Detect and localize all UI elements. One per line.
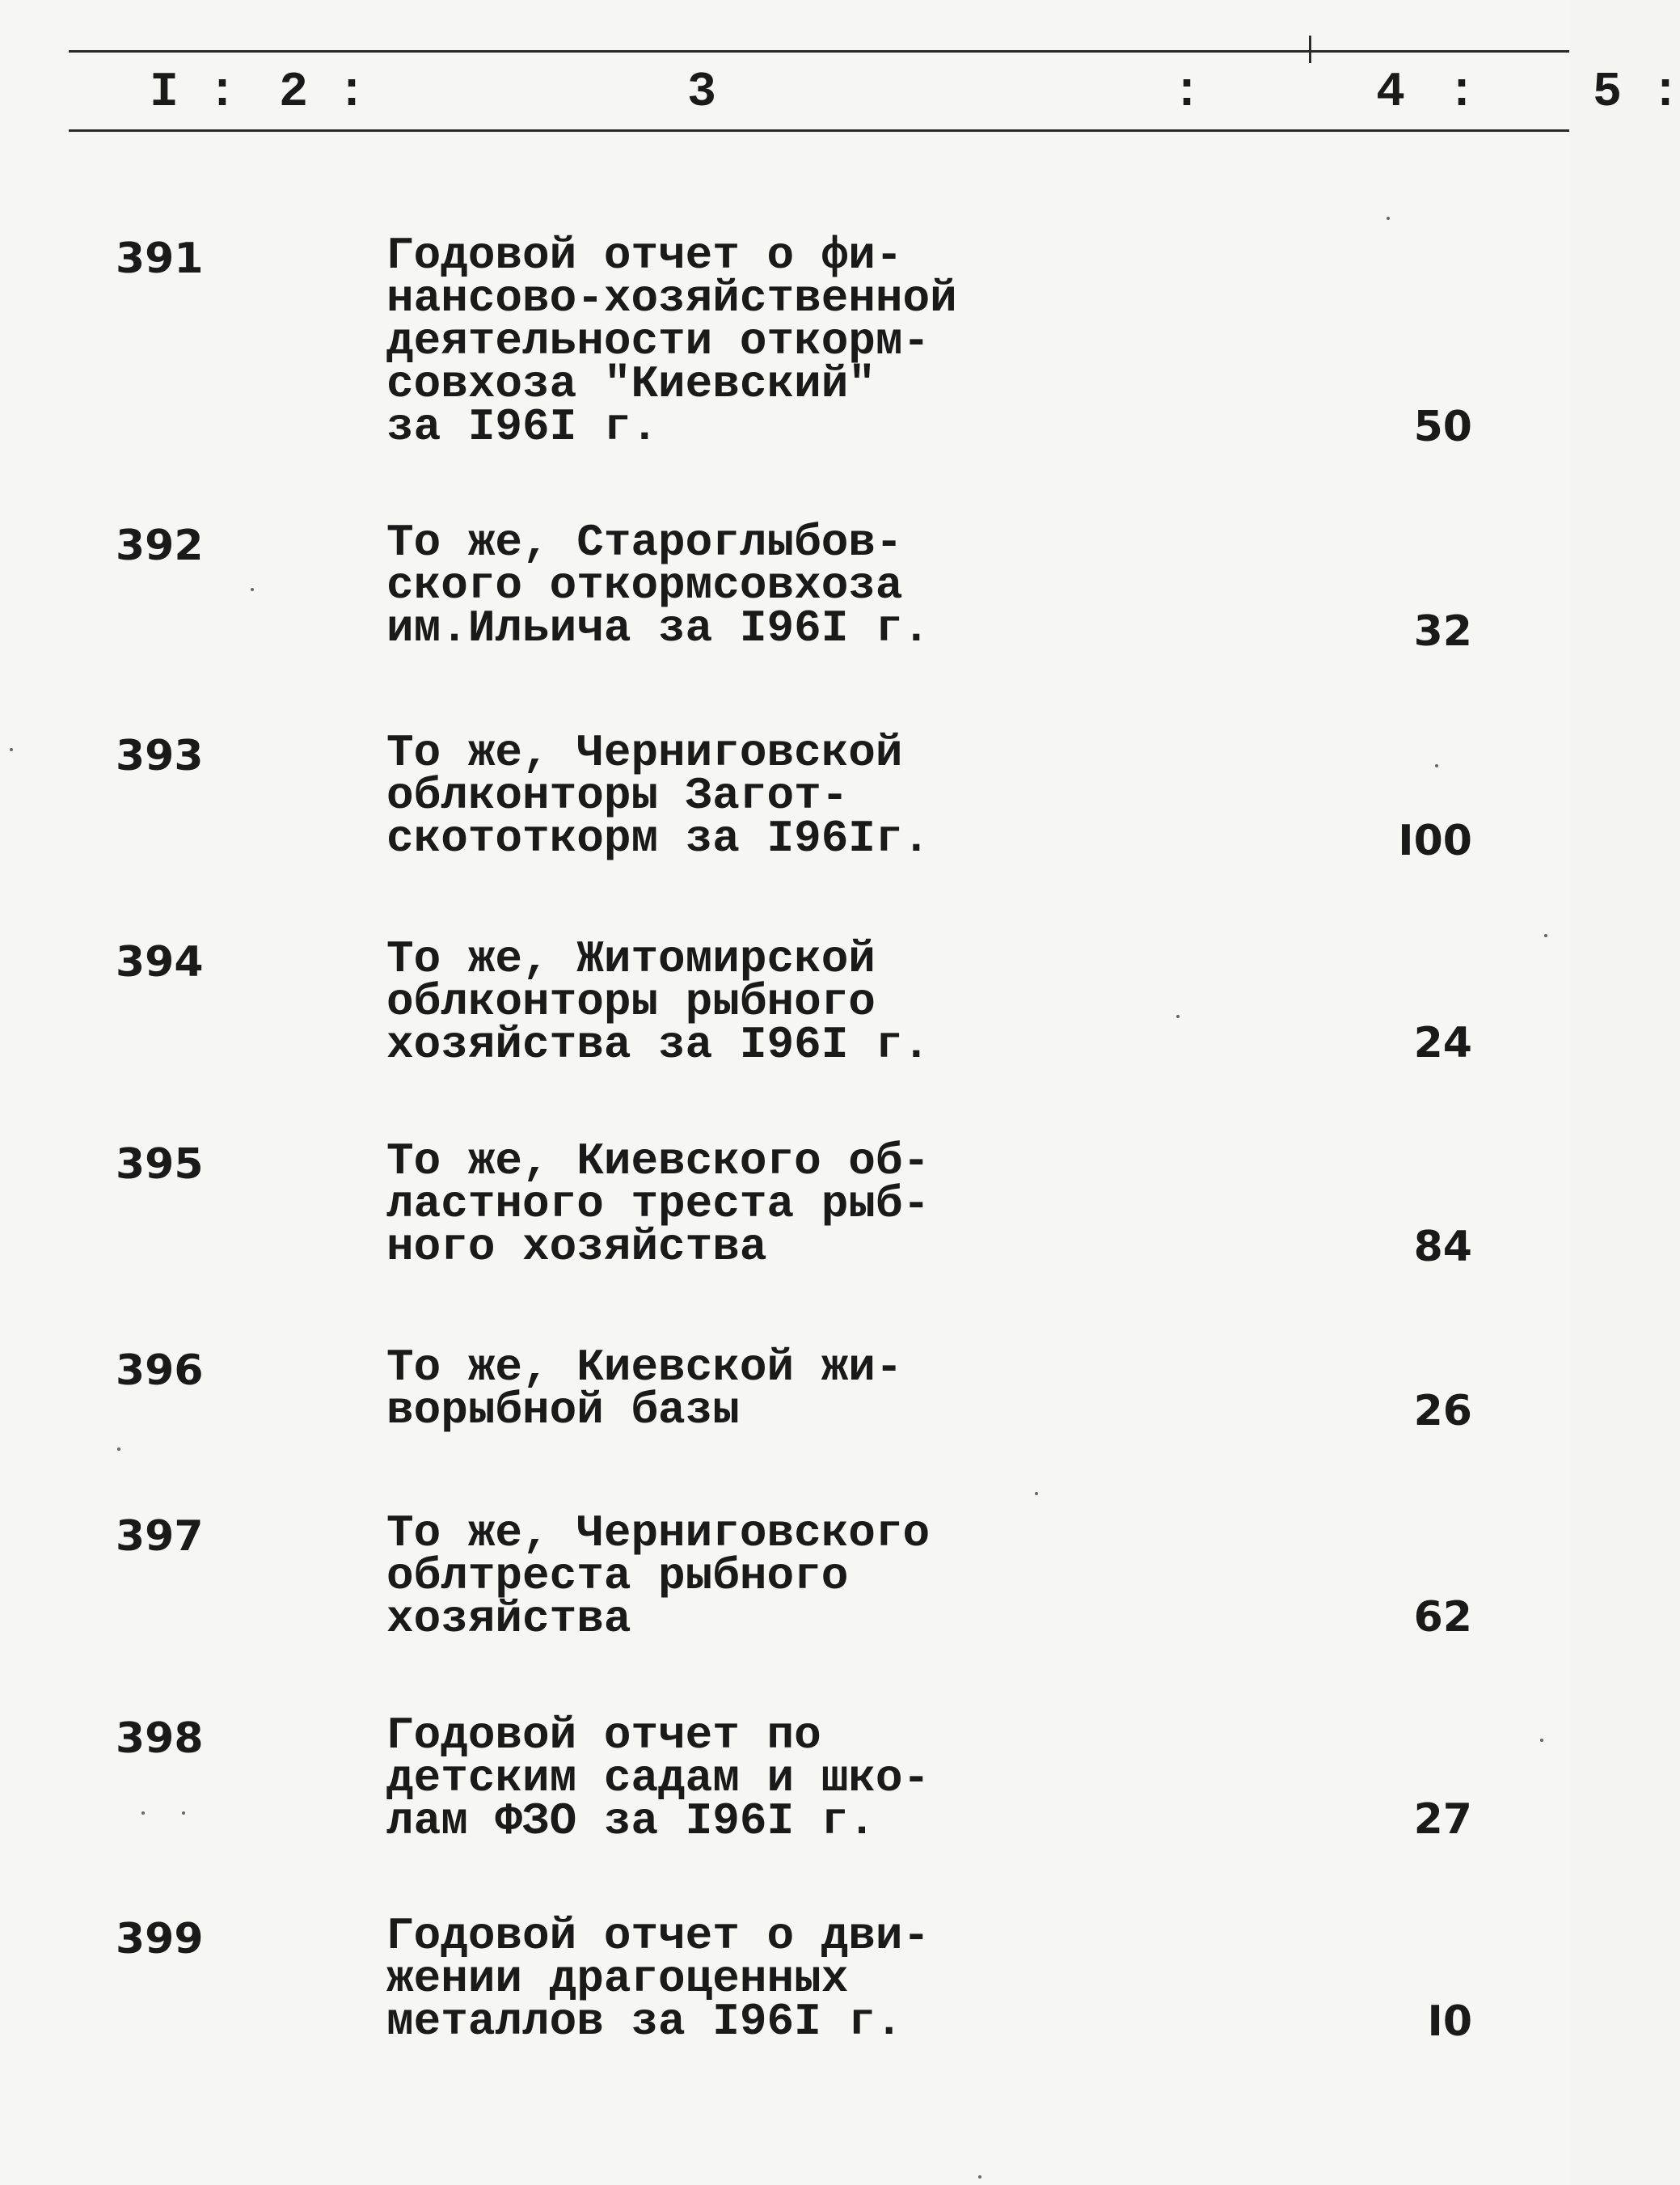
- title-line: им.Ильича за I96I г.: [386, 602, 931, 654]
- scan-speck: [182, 1811, 185, 1815]
- header-col-3: 3: [687, 66, 717, 120]
- header-bottom-rule: [69, 129, 1569, 132]
- header-rule-tick: [1309, 36, 1311, 63]
- scan-speck: [1176, 1015, 1180, 1018]
- scan-speck: [10, 748, 13, 751]
- title-line: То же, Житомирской: [386, 933, 876, 985]
- header-top-rule: [69, 50, 1569, 53]
- row-title: [386, 230, 957, 453]
- sheet-count: 32: [1413, 607, 1472, 656]
- title-line: детским садам и шко-: [386, 1752, 931, 1804]
- sheet-count: I0: [1427, 1997, 1472, 2046]
- row-number: 398: [116, 1714, 204, 1763]
- title-line: ластного треста рыб-: [386, 1178, 931, 1230]
- sheet-count: 27: [1413, 1795, 1472, 1844]
- scan-speck: [117, 1448, 120, 1451]
- header-col-2: 2 :: [279, 66, 367, 120]
- sheet-count: 24: [1413, 1019, 1472, 1067]
- scan-speck: [141, 1811, 145, 1815]
- row-number: 392: [116, 522, 204, 570]
- title-line: Годовой отчет по: [386, 1710, 821, 1761]
- header-col-4: : 4: [1172, 66, 1406, 120]
- row-title: [386, 517, 931, 654]
- row-number: 395: [116, 1140, 204, 1189]
- title-line: облконторы Загот-: [386, 770, 849, 822]
- row-title: [386, 1507, 931, 1645]
- sheet-count: 26: [1413, 1387, 1472, 1435]
- title-line: То же, Черниговской: [386, 727, 903, 779]
- row-title: [386, 1910, 931, 2048]
- row-number: 394: [116, 938, 204, 987]
- scan-speck: [978, 2175, 981, 2179]
- row-number: 396: [116, 1346, 204, 1395]
- title-line: лам ФЗО за I96I г.: [386, 1795, 876, 1847]
- title-line: деятельности откорм-: [386, 315, 931, 367]
- scan-speck: [251, 588, 254, 591]
- row-title: [386, 1710, 931, 1847]
- scan-speck: [1544, 934, 1547, 937]
- row-title: [386, 933, 931, 1071]
- sheet-count: 50: [1413, 403, 1472, 451]
- title-line: ского откормсовхоза: [386, 560, 903, 611]
- title-line: жении драгоценных: [386, 1953, 849, 2005]
- title-line: ного хозяйства: [386, 1221, 767, 1273]
- title-line: скототкорм за I96Iг.: [386, 813, 931, 864]
- header-col-5: : 5 :: [1447, 66, 1680, 120]
- sheet-count: 84: [1413, 1223, 1472, 1271]
- title-line: металлов за I96I г.: [386, 1996, 903, 2048]
- row-number: 399: [116, 1915, 204, 1963]
- title-line: То же, Староглыбов-: [386, 517, 903, 568]
- sheet-count: 62: [1413, 1593, 1472, 1642]
- title-line: хозяйства за I96I г.: [386, 1019, 931, 1071]
- row-number: 397: [116, 1512, 204, 1561]
- title-line: Годовой отчет о фи-: [386, 230, 903, 281]
- title-line: Годовой отчет о дви-: [386, 1910, 931, 1962]
- title-line: облтреста рыбного: [386, 1550, 849, 1602]
- header-col-1: I :: [150, 66, 238, 120]
- title-line: ворыбной базы: [386, 1384, 740, 1436]
- title-line: То же, Киевской жи-: [386, 1342, 903, 1393]
- title-line: То же, Черниговского: [386, 1507, 931, 1559]
- row-title: [386, 727, 931, 864]
- row-title: [386, 1135, 931, 1273]
- title-line: совхоза "Киевский": [386, 358, 876, 410]
- title-line: облконторы рыбного: [386, 976, 876, 1028]
- title-line: То же, Киевского об-: [386, 1135, 931, 1187]
- row-number: 391: [116, 235, 204, 283]
- title-line: нансово-хозяйственной: [386, 273, 957, 324]
- scan-speck: [1387, 217, 1390, 220]
- sheet-count: I00: [1398, 817, 1472, 865]
- title-line: за I96I г.: [386, 401, 659, 453]
- scan-speck: [1435, 764, 1438, 767]
- row-number: 393: [116, 732, 204, 780]
- row-title: [386, 1342, 903, 1436]
- title-line: хозяйства: [386, 1593, 631, 1645]
- scan-speck: [1035, 1492, 1038, 1495]
- scan-speck: [1540, 1739, 1543, 1742]
